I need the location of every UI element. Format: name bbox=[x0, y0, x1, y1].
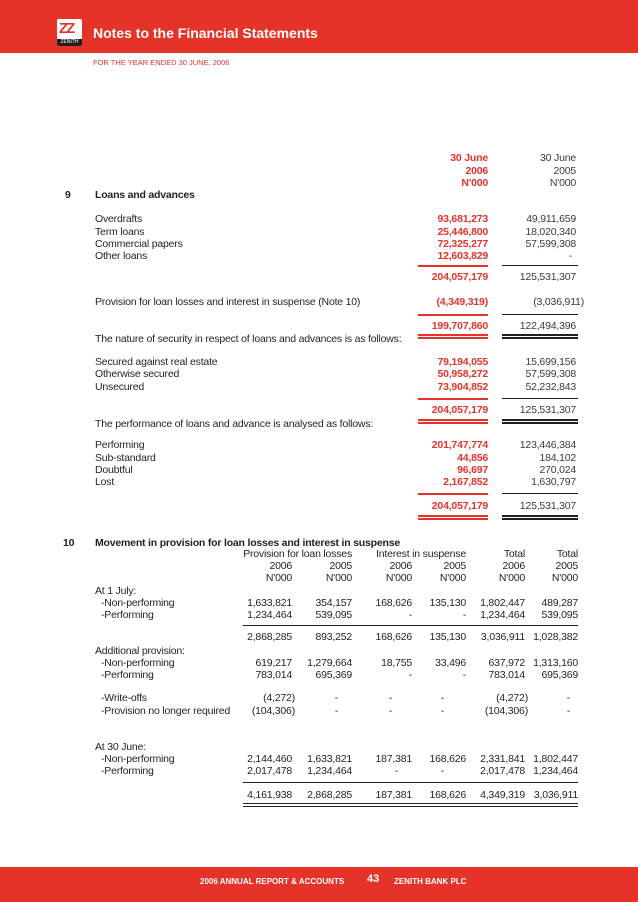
performance-2005: 123,446,384 bbox=[519, 439, 576, 451]
unit-header: N'000 bbox=[265, 572, 292, 584]
loan-2006: 93,681,273 bbox=[437, 213, 488, 225]
rule bbox=[418, 398, 488, 400]
year-header: 2006 bbox=[389, 560, 412, 572]
movement-cell: 619,217 bbox=[255, 657, 292, 669]
net-2005: 122,494,396 bbox=[519, 320, 576, 332]
double-rule bbox=[502, 515, 578, 517]
security-2005: 57,599,308 bbox=[525, 368, 576, 380]
performance-total-2006: 204,057,179 bbox=[431, 500, 488, 512]
movement-cell: 1,802,447 bbox=[533, 753, 578, 765]
year-header: 2006 bbox=[502, 560, 525, 572]
movement-cell: 2,017,478 bbox=[247, 765, 292, 777]
double-rule bbox=[418, 419, 488, 421]
performance-intro: The performance of loans and advance is analysed as follows: bbox=[95, 418, 374, 430]
double-rule bbox=[502, 334, 578, 336]
movement-cell: (104,306) bbox=[251, 705, 295, 717]
movement-cell: 135,130 bbox=[429, 631, 466, 643]
year-header: 2005 bbox=[443, 560, 466, 572]
movement-cell: - bbox=[408, 609, 412, 621]
loan-label: Overdrafts bbox=[95, 213, 143, 225]
movement-cell: 18,755 bbox=[381, 657, 412, 669]
movement-row-label: -Performing bbox=[101, 609, 154, 621]
movement-cell: 1,234,464 bbox=[480, 609, 525, 621]
provision-2006: (4,349,319) bbox=[436, 296, 488, 308]
rule bbox=[418, 493, 488, 495]
movement-cell: 539,095 bbox=[541, 609, 578, 621]
movement-cell: 1,279,664 bbox=[307, 657, 352, 669]
loan-2005: 18,020,340 bbox=[525, 226, 576, 238]
movement-cell: 1,028,382 bbox=[533, 631, 578, 643]
double-rule bbox=[418, 337, 488, 339]
loan-2006: 12,603,829 bbox=[437, 250, 488, 262]
performance-label: Doubtful bbox=[95, 464, 133, 476]
movement-row-label: -Performing bbox=[101, 669, 154, 681]
movement-cell: 2,144,460 bbox=[247, 753, 292, 765]
movement-cell: - bbox=[388, 705, 392, 717]
security-2005: 15,699,156 bbox=[525, 356, 576, 368]
double-rule bbox=[418, 334, 488, 336]
provision-2005: (3,036,911) bbox=[533, 296, 584, 308]
footer-report-title: 2006 ANNUAL REPORT & ACCOUNTS bbox=[200, 877, 345, 886]
group-header-interest: Interest in suspense bbox=[376, 548, 466, 560]
movement-cell: - bbox=[566, 692, 570, 704]
loan-2006: 25,446,800 bbox=[437, 226, 488, 238]
movement-cell: 3,036,911 bbox=[533, 789, 578, 801]
rule bbox=[418, 265, 488, 267]
movement-cell: 168,626 bbox=[429, 789, 466, 801]
movement-cell: 2,868,285 bbox=[307, 789, 352, 801]
loan-label: Term loans bbox=[95, 226, 145, 238]
performance-label: Performing bbox=[95, 439, 145, 451]
movement-cell: 1,802,447 bbox=[480, 597, 525, 609]
movement-cell: 2,331,841 bbox=[480, 753, 525, 765]
year-header: 2005 bbox=[329, 560, 352, 572]
movement-cell: - bbox=[440, 705, 444, 717]
performance-2005: 184,102 bbox=[539, 452, 576, 464]
movement-cell: - bbox=[408, 669, 412, 681]
note-9-title: Loans and advances bbox=[95, 189, 195, 201]
movement-cell: 2,017,478 bbox=[480, 765, 525, 777]
loan-2005: 57,599,308 bbox=[525, 238, 576, 250]
rule bbox=[502, 493, 578, 494]
movement-cell: - bbox=[440, 692, 444, 704]
movement-cell: 168,626 bbox=[375, 631, 412, 643]
loan-2006: 72,325,277 bbox=[437, 238, 488, 250]
movement-cell: - bbox=[394, 765, 398, 777]
movement-cell: 1,633,821 bbox=[247, 597, 292, 609]
movement-row-label: -Non-performing bbox=[101, 597, 175, 609]
movement-cell: 1,633,821 bbox=[307, 753, 352, 765]
movement-cell: 539,095 bbox=[315, 609, 352, 621]
loan-label: Other loans bbox=[95, 250, 148, 262]
movement-cell: 1,313,160 bbox=[533, 657, 578, 669]
movement-cell: 783,014 bbox=[488, 669, 525, 681]
col-2005-header-1: 30 June bbox=[540, 152, 576, 164]
double-rule bbox=[243, 806, 578, 807]
col-2005-header-2: 2005 bbox=[553, 165, 576, 177]
gross-2006: 204,057,179 bbox=[431, 271, 488, 283]
double-rule bbox=[418, 422, 488, 424]
movement-cell: - bbox=[440, 765, 444, 777]
performance-2006: 201,747,774 bbox=[431, 439, 488, 451]
movement-cell: 695,369 bbox=[315, 669, 352, 681]
performance-2006: 2,167,852 bbox=[443, 476, 488, 488]
note-10-title: Movement in provision for loan losses and interest in suspense bbox=[95, 537, 401, 549]
movement-cell: (4,272) bbox=[496, 692, 528, 704]
performance-label: Sub-standard bbox=[95, 452, 156, 464]
security-2005: 52,232,843 bbox=[525, 381, 576, 393]
movement-cell: 187,381 bbox=[375, 789, 412, 801]
provision-label: Provision for loan losses and interest in suspense (Note 10) bbox=[95, 296, 361, 308]
movement-cell: 489,287 bbox=[541, 597, 578, 609]
double-rule bbox=[502, 419, 578, 421]
movement-row-label: -Write-offs bbox=[101, 692, 147, 704]
rule bbox=[418, 314, 488, 316]
security-label: Unsecured bbox=[95, 381, 144, 393]
double-rule bbox=[502, 337, 578, 339]
double-rule bbox=[502, 422, 578, 424]
unit-header: N'000 bbox=[325, 572, 352, 584]
movement-cell: (4,272) bbox=[263, 692, 295, 704]
movement-cell: 1,234,464 bbox=[307, 765, 352, 777]
logo-mark: ZZ bbox=[59, 20, 74, 37]
movement-cell: - bbox=[462, 669, 466, 681]
movement-cell: 4,349,319 bbox=[480, 789, 525, 801]
security-label: Otherwise secured bbox=[95, 368, 180, 380]
performance-total-2005: 125,531,307 bbox=[519, 500, 576, 512]
movement-cell: - bbox=[566, 705, 570, 717]
additional-provision-label: Additional provision: bbox=[95, 645, 185, 657]
loan-2005: 49,911,659 bbox=[526, 213, 576, 225]
movement-cell: 3,036,911 bbox=[480, 631, 525, 643]
logo-caption: ZENITH bbox=[60, 39, 79, 45]
performance-2006: 96,697 bbox=[457, 464, 488, 476]
note-10-number: 10 bbox=[63, 537, 75, 549]
col-2005-header-3: N'000 bbox=[549, 177, 576, 189]
rule bbox=[502, 314, 578, 315]
security-2006: 50,958,272 bbox=[437, 368, 488, 380]
col-2006-header-3: N'000 bbox=[461, 177, 488, 189]
movement-cell: 637,972 bbox=[488, 657, 525, 669]
unit-header: N'000 bbox=[439, 572, 466, 584]
security-2006: 73,904,852 bbox=[437, 381, 488, 393]
performance-2005: 270,024 bbox=[539, 464, 576, 476]
movement-cell: - bbox=[334, 692, 338, 704]
movement-cell: 33,496 bbox=[435, 657, 466, 669]
group-header-provision: Provision for loan losses bbox=[243, 548, 352, 560]
movement-cell: 135,130 bbox=[429, 597, 466, 609]
movement-cell: (104,306) bbox=[484, 705, 528, 717]
movement-cell: - bbox=[462, 609, 466, 621]
at-30-june-label: At 30 June: bbox=[95, 741, 146, 753]
year-header: 2005 bbox=[555, 560, 578, 572]
col-2006-header-1: 30 June bbox=[450, 152, 488, 164]
movement-cell: 187,381 bbox=[375, 753, 412, 765]
page-subtitle: FOR THE YEAR ENDED 30 JUNE, 2006 bbox=[93, 58, 230, 67]
security-label: Secured against real estate bbox=[95, 356, 218, 368]
double-rule bbox=[418, 518, 488, 520]
year-header: 2006 bbox=[269, 560, 292, 572]
gross-2005: 125,531,307 bbox=[519, 271, 576, 283]
zenith-logo bbox=[57, 19, 82, 46]
movement-cell: 893,252 bbox=[315, 631, 352, 643]
movement-cell: 695,369 bbox=[541, 669, 578, 681]
page-title: Notes to the Financial Statements bbox=[93, 25, 318, 41]
movement-cell: 4,161,938 bbox=[247, 789, 292, 801]
security-intro: The nature of security in respect of loans and advances is as follows: bbox=[95, 333, 402, 345]
rule bbox=[243, 782, 578, 783]
footer-bank-name: ZENITH BANK PLC bbox=[394, 877, 467, 886]
security-2006: 79,194,055 bbox=[437, 356, 488, 368]
movement-cell: 168,626 bbox=[429, 753, 466, 765]
group-header-total: Total bbox=[556, 548, 578, 560]
performance-2006: 44,856 bbox=[457, 452, 488, 464]
col-2006-header-2: 2006 bbox=[465, 165, 488, 177]
unit-header: N'000 bbox=[498, 572, 525, 584]
security-total-2005: 125,531,307 bbox=[519, 404, 576, 416]
movement-cell: 1,234,464 bbox=[533, 765, 578, 777]
movement-cell: - bbox=[388, 692, 392, 704]
performance-label: Lost bbox=[95, 476, 115, 488]
movement-cell: 354,157 bbox=[315, 597, 352, 609]
double-rule bbox=[418, 515, 488, 517]
rule bbox=[502, 398, 578, 399]
at-1-july-label: At 1 July: bbox=[95, 585, 137, 597]
movement-cell: 2,868,285 bbox=[247, 631, 292, 643]
movement-row-label: -Non-performing bbox=[101, 753, 175, 765]
movement-row-label: -Non-performing bbox=[101, 657, 175, 669]
movement-cell: 783,014 bbox=[255, 669, 292, 681]
movement-row-label: -Provision no longer required bbox=[101, 705, 231, 717]
rule bbox=[502, 265, 578, 266]
rule bbox=[243, 625, 578, 626]
page-number: 43 bbox=[367, 873, 380, 885]
security-total-2006: 204,057,179 bbox=[431, 404, 488, 416]
performance-2005: 1,630,797 bbox=[531, 476, 576, 488]
movement-cell: 1,234,464 bbox=[247, 609, 292, 621]
loan-2005: - bbox=[568, 250, 572, 262]
double-rule bbox=[243, 803, 578, 804]
note-9-number: 9 bbox=[65, 189, 71, 201]
movement-cell: 168,626 bbox=[375, 597, 412, 609]
net-2006: 199,707,860 bbox=[431, 320, 488, 332]
movement-cell: - bbox=[334, 705, 338, 717]
loan-label: Commercial papers bbox=[95, 238, 183, 250]
movement-row-label: -Performing bbox=[101, 765, 154, 777]
unit-header: N'000 bbox=[551, 572, 578, 584]
group-header-total: Total bbox=[503, 548, 525, 560]
double-rule bbox=[502, 518, 578, 520]
unit-header: N'000 bbox=[385, 572, 412, 584]
